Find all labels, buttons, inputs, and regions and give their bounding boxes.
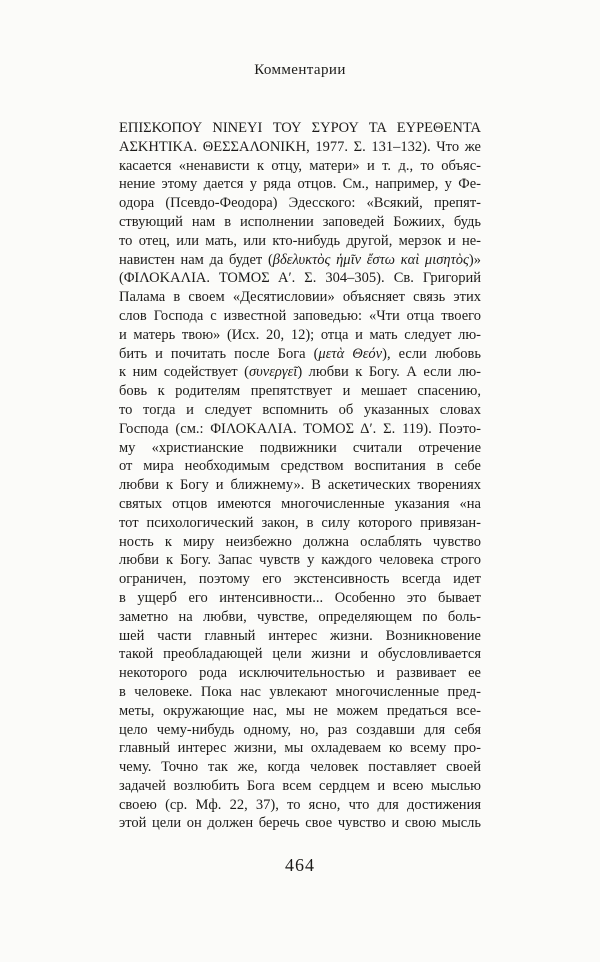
- text-segment: му «христианские подвижники считали отречение: [119, 439, 481, 456]
- text-line: [119, 232, 481, 251]
- text-segment: ), если любовь: [382, 345, 481, 362]
- text-segment: главный интерес жизни, мы охладеваем ко всему про-: [119, 740, 481, 757]
- text-segment: заметно на любви, чувстве, определяющем по боль-: [119, 608, 481, 625]
- text-segment: в ущерб его интенсивности... Особенно это бывает: [119, 589, 481, 606]
- text-line: [119, 814, 481, 833]
- text-line: [119, 307, 481, 326]
- text-segment: Господа (см.: ΦΙΛΟΚΑΛΙΑ. ΤΟΜΟΣ Δ′. Σ. 119). Поэто-: [119, 420, 481, 437]
- text-line: [119, 138, 481, 157]
- text-segment: любви к Богу. Запас чувств у каждого человека строго: [119, 552, 481, 569]
- text-line: [119, 363, 481, 382]
- text-segment: в человеке. Пока нас увлекают многочисленные пред-: [119, 683, 481, 700]
- text-segment: одора (Псевдо-Феодора) Эдесского: «Всякий, препят-: [119, 195, 481, 212]
- text-segment: такой преобладающей цели жизни и обусловливается: [119, 646, 481, 663]
- text-segment: )»: [468, 251, 481, 268]
- text-line: [119, 683, 481, 702]
- text-segment: ограничен, поэтому его экстенсивность всегда идет: [119, 571, 481, 588]
- text-line: [119, 119, 481, 138]
- text-segment: и матерь твою» (Исх. 20, 12); отца и мать следует лю-: [119, 326, 481, 343]
- text-segment: то отец, или мать, или кто-нибудь другой, мерзок и не-: [119, 232, 481, 249]
- text-line: [119, 326, 481, 345]
- text-line: [119, 514, 481, 533]
- text-line: [119, 495, 481, 514]
- text-line: [119, 645, 481, 664]
- text-segment: ) любви к Богу. А если лю-: [297, 364, 481, 381]
- text-line: [119, 194, 481, 213]
- text-line: [119, 570, 481, 589]
- text-line: [119, 739, 481, 758]
- greek-italic-text: συνεργεῖ: [248, 364, 298, 381]
- text-segment: Палама в своем «Десятисловии» объясняет связь этих: [119, 289, 481, 306]
- text-line: [119, 175, 481, 194]
- text-line: [119, 721, 481, 740]
- text-segment: касается «ненависти к отцу, матери» и т. д., то объяс-: [119, 157, 481, 174]
- text-segment: тот психологический закон, в силу которого привязан-: [119, 514, 481, 531]
- text-line: [119, 213, 481, 232]
- text-line: [119, 777, 481, 796]
- text-line: [119, 269, 481, 288]
- greek-italic-text: βδελυκτὸς ἡμῖν ἔστω καὶ μισητὸς: [272, 251, 469, 268]
- text-line: [119, 251, 481, 270]
- text-segment: бить и почитать после Бога (: [119, 345, 319, 362]
- text-segment: ствующий нам в исполнении заповедей Божиих, будь: [119, 213, 481, 230]
- text-segment: бовь к родителям препятствует и мешает спасению,: [119, 383, 481, 400]
- text-segment: этой цели он должен беречь свое чувство и свою мысль: [119, 815, 481, 832]
- text-segment: нение этому дается у ряда отцов. См., например, у Фе-: [119, 176, 481, 193]
- text-segment: навистен нам да будет (: [119, 251, 273, 268]
- text-segment: меты, окружающие нас, мы не можем предаться все-: [119, 702, 481, 719]
- text-line: [119, 345, 481, 364]
- text-line: [119, 476, 481, 495]
- running-head: Комментарии: [254, 62, 346, 78]
- text-line: [119, 589, 481, 608]
- text-line: [119, 382, 481, 401]
- text-segment: ΕΠΙΣΚΟΠΟΥ ΝΙΝΕΥΙ ΤΟΥ ΣΥΡΟΥ ΤΑ ΕΥΡΕΘΕΝΤΑ: [119, 120, 481, 136]
- text-segment: к ним содействует (: [119, 364, 249, 381]
- text-line: [119, 439, 481, 458]
- text-line: [119, 551, 481, 570]
- text-line: [119, 627, 481, 646]
- text-line: [119, 533, 481, 552]
- text-segment: (ΦΙΛΟΚΑΛΙΑ. ΤΟΜΟΣ Α′. Σ. 304–305). Св. Григорий: [119, 270, 481, 287]
- text-segment: цело чему-нибудь одному, но, раз создавши для себя: [119, 721, 481, 738]
- page-number: 464: [285, 855, 315, 875]
- text-line: [119, 401, 481, 420]
- text-line: [119, 157, 481, 176]
- text-segment: ность к миру неизбежно должна ослаблять чувство: [119, 533, 481, 550]
- text-segment: шей части главный интерес жизни. Возникновение: [119, 627, 481, 644]
- text-segment: своею (ср. Мф. 22, 37), то ясно, что для достижения: [119, 796, 481, 813]
- text-line: [119, 457, 481, 476]
- text-line: [119, 702, 481, 721]
- greek-italic-text: μετὰ Θεόν: [318, 345, 383, 362]
- body-text: [119, 119, 481, 833]
- text-segment: слов Господа с известной заповедью: «Чти отца твоего: [119, 307, 481, 324]
- text-segment: некоторого рода исключительностью и развивает ее: [119, 665, 481, 682]
- text-segment: ΑΣΚΗΤΙΚΑ. ΘΕΣΣΑΛΟΝΙΚΗ, 1977. Σ. 131–132). Что же: [119, 138, 481, 155]
- text-segment: чему. Точно так же, когда человек поставляет своей: [119, 759, 481, 776]
- text-segment: от мира необходимым средством воспитания в себе: [119, 458, 481, 475]
- text-line: [119, 664, 481, 683]
- text-segment: любви к Богу и ближнему». В аскетических творениях: [119, 477, 481, 494]
- text-line: [119, 608, 481, 627]
- text-segment: святых отцов имеются многочисленные указания «на: [119, 495, 481, 512]
- text-line: [119, 420, 481, 439]
- text-segment: то тогда и следует вспомнить об указанных словах: [119, 401, 481, 418]
- text-line: [119, 796, 481, 815]
- text-segment: задачей возлюбить Бога всем сердцем и всею мыслью: [119, 777, 481, 794]
- text-line: [119, 288, 481, 307]
- text-line: [119, 758, 481, 777]
